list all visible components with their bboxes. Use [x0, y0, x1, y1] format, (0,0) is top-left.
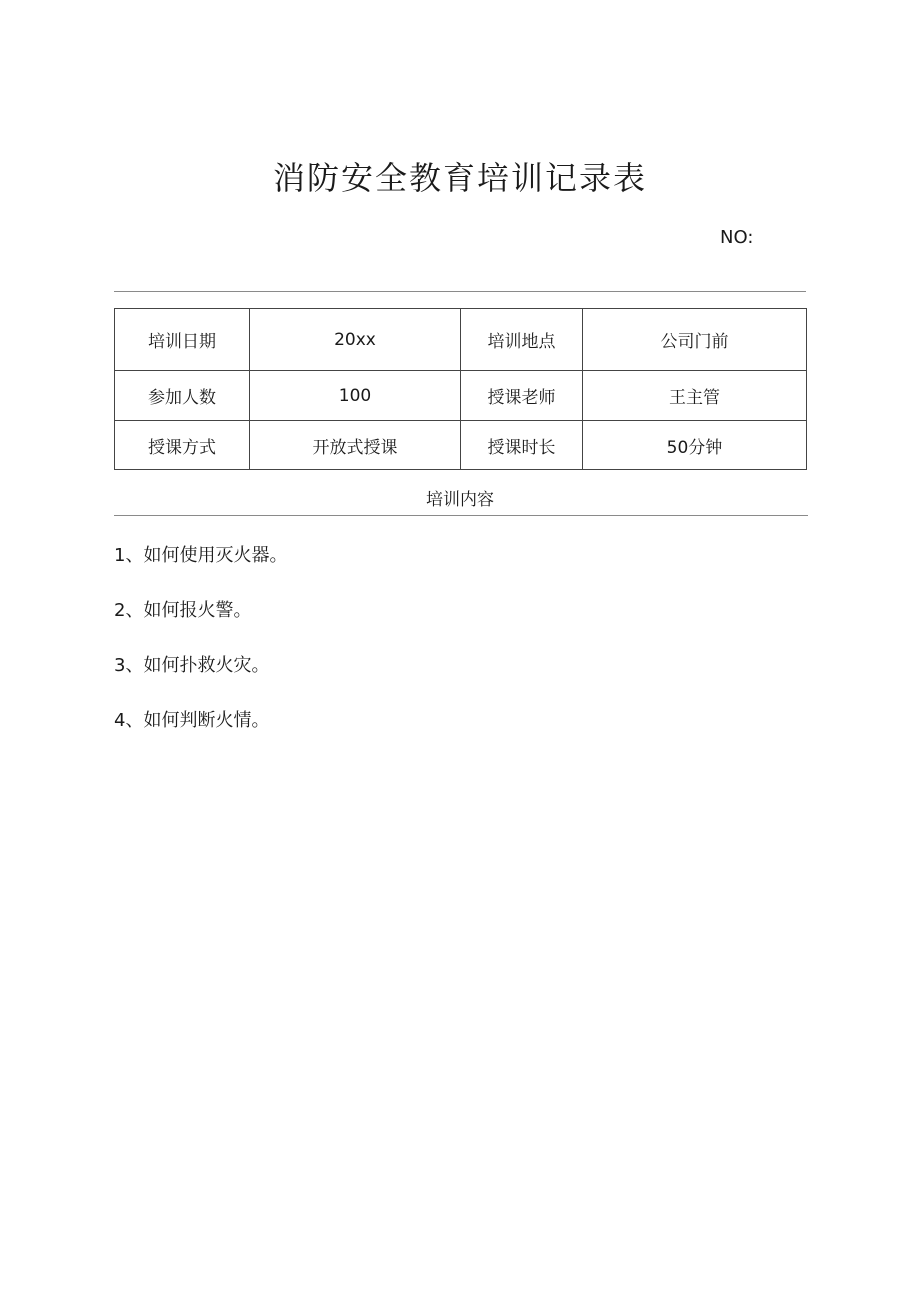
- top-divider: [114, 291, 806, 292]
- document-title: 消防安全教育培训记录表: [272, 159, 647, 197]
- label-attendee-count: 参加人数: [115, 371, 250, 421]
- training-info-table: [114, 308, 807, 470]
- label-training-date: 培训日期: [115, 309, 250, 371]
- training-content-heading: 培训内容: [426, 490, 494, 510]
- list-item: 1、如何使用灭火器。: [114, 545, 288, 566]
- value-duration: 50分钟: [583, 421, 807, 470]
- value-training-date: 20xx: [250, 309, 461, 371]
- record-number-label: NO:: [720, 227, 754, 248]
- list-item: 3、如何扑救火灾。: [114, 655, 270, 676]
- table-row: [115, 371, 807, 421]
- training-content-list: [114, 543, 287, 763]
- label-instructor: 授课老师: [461, 371, 583, 421]
- label-teaching-method: 授课方式: [115, 421, 250, 470]
- value-attendee-count: 100: [250, 371, 461, 421]
- value-teaching-method: 开放式授课: [250, 421, 461, 470]
- list-item: 2、如何报火警。: [114, 600, 252, 621]
- label-duration: 授课时长: [461, 421, 583, 470]
- table-row: [115, 421, 807, 470]
- table-row: [115, 309, 807, 371]
- content-divider: [114, 515, 808, 516]
- value-instructor: 王主管: [583, 371, 807, 421]
- label-training-location: 培训地点: [461, 309, 583, 371]
- list-item: 4、如何判断火情。: [114, 710, 270, 731]
- value-training-location: 公司门前: [583, 309, 807, 371]
